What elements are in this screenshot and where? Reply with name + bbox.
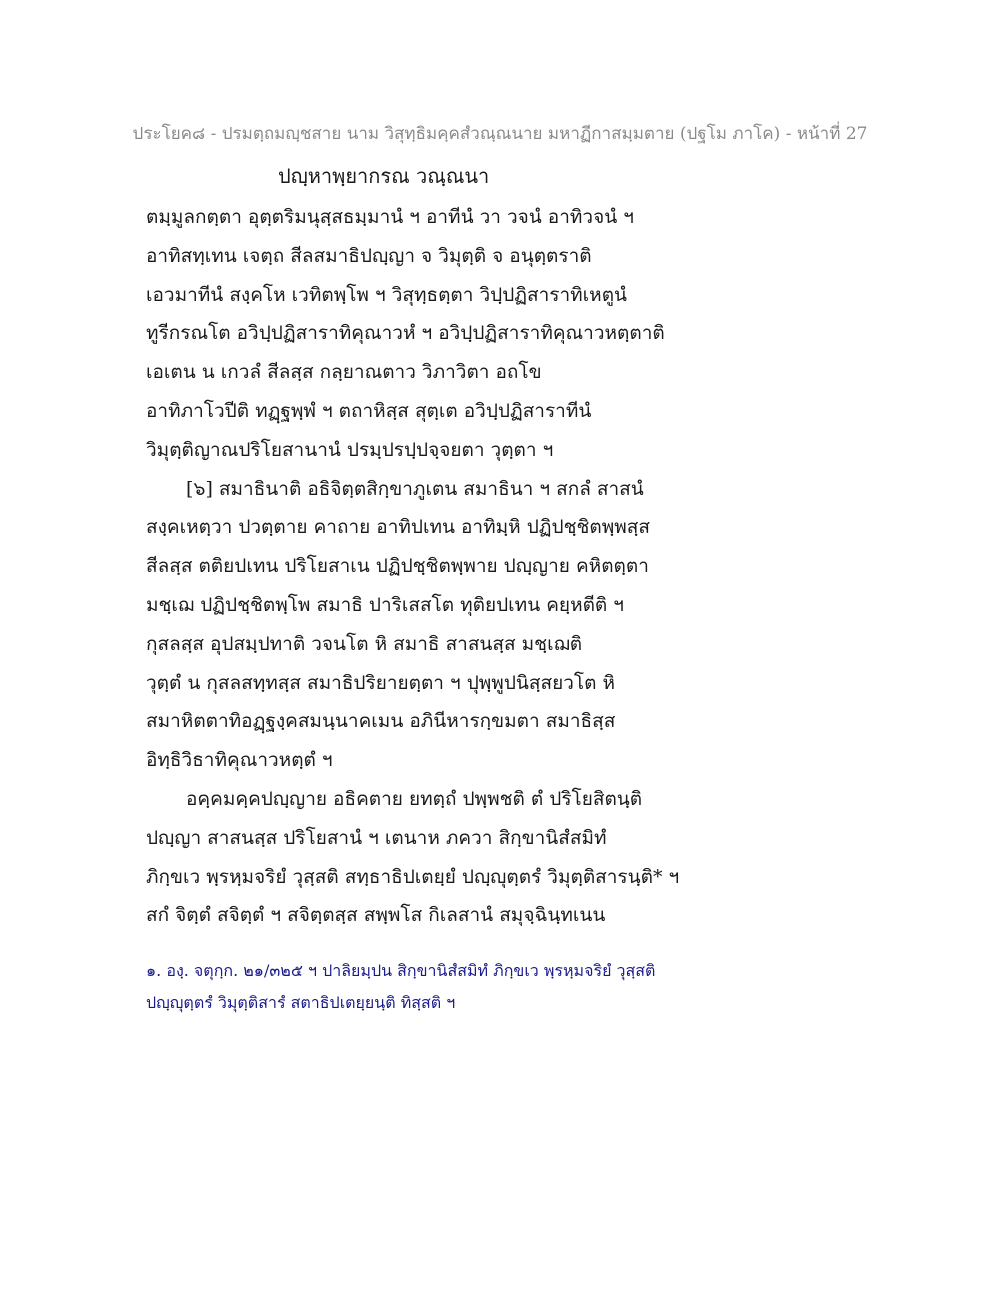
- body-line: สมาหิตตาทิอฏฺฐงฺคสมนฺนาคเมน อภินีหารกฺขมตา สมาธิสฺส: [146, 710, 616, 733]
- body-line: วิมุตฺติญาณปริโยสานานํ ปรมฺปรปฺปจฺจยตา วุตฺตา ฯ: [146, 438, 554, 461]
- body-line: สีลสฺส ตติยปเทน ปริโยสาเน ปฏิปชฺชิตพฺพาย ปญฺญาย คหิตตฺตา: [146, 555, 649, 578]
- body-line: อาทิสทฺเทน เจตฺถ สีลสมาธิปญฺญา จ วิมุตฺติ จ อนุตฺตราติ: [146, 244, 592, 267]
- body-line: เอเตน น เกวลํ สีลสฺส กลฺยาณตาว วิภาวิตา อถโข: [146, 361, 542, 384]
- footnote: [146, 955, 766, 1019]
- paragraph-start-line: อคฺคมคฺคปญฺญาย อธิคตาย ยทตฺถํ ปพฺพชติ ตํ ปริโยสิตนฺติ: [186, 787, 643, 810]
- section-title: ปญฺหาพฺยากรณ วณฺณนา: [278, 164, 490, 188]
- body-line: เอวมาทีนํ สงฺคโห เวทิตพฺโพ ฯ วิสุทฺธตฺตา วิปฺปฏิสาราทิเหตูนํ: [146, 283, 628, 306]
- footnote-line: ๑. องฺ. จตุกฺก. ๒๑/๓๒๕ ฯ ปาลิยมฺปน สิกฺขานิสํสมิทํ ภิกฺขเว พฺรหฺมจริยํ วุสฺสติ: [146, 961, 656, 980]
- body-line: ภิกฺขเว พฺรหฺมจริยํ วุสฺสติ สทฺธาธิปเตยฺยํ ปญฺญุตฺตรํ วิมุตฺติสารนฺติ* ฯ: [146, 865, 680, 888]
- body-line: สกํ จิตฺตํ สจิตฺตํ ฯ สจิตฺตสฺส สพฺพโส กิเลสานํ สมุจฺฉินฺทเนน: [146, 904, 606, 927]
- running-header: ประโยค๘ - ปรมตฺถมญฺชสาย นาม วิสุทฺธิมคฺคสํวณฺณนาย มหาฏีกาสมฺมตาย (ปฐโม ภาโค) - หน้าที่ 27: [132, 124, 868, 144]
- body-line: ทูรีกรณโต อวิปฺปฏิสาราทิคุณาวหํ ฯ อวิปฺปฏิสาราทิคุณาวหตฺตาติ: [146, 322, 665, 345]
- paragraph-start-line: [๖] สมาธินาติ อธิจิตฺตสิกฺขาภูเตน สมาธินา ฯ สกลํ สาสนํ: [186, 477, 644, 500]
- body-text: [146, 198, 706, 935]
- body-line: ตมฺมูลกตฺตา อุตฺตริมนุสฺสธมฺมานํ ฯ อาทีนํ วา วจนํ อาทิวจนํ ฯ: [146, 206, 634, 228]
- body-line: กุสลสฺส อุปสมฺปทาติ วจนโต หิ สมาธิ สาสนสฺส มชฺเฌติ: [146, 632, 583, 655]
- body-line: สงฺคเหตฺวา ปวตฺตาย คาถาย อาทิปเทน อาทิมฺหิ ปฏิปชฺชิตพฺพสฺส: [146, 516, 650, 539]
- body-line: มชฺเฌ ปฏิปชฺชิตพฺโพ สมาธิ ปาริเสสโต ทุติยปเทน คยฺหตีติ ฯ: [146, 593, 624, 616]
- body-line: อาทิภาโวปีติ ทฏฺฐพฺพํ ฯ ตถาหิสฺส สุตฺเต อวิปฺปฏิสาราทีนํ: [146, 399, 592, 422]
- body-line: ปญฺญา สาสนสฺส ปริโยสานํ ฯ เตนาห ภควา สิกฺขานิสํสมิทํ: [146, 826, 607, 849]
- body-line: วุตฺตํ น กุสลสทฺทสฺส สมาธิปริยายตฺตา ฯ ปุพฺพูปนิสฺสยวโต หิ: [146, 671, 615, 694]
- body-line: อิทฺธิวิธาทิคุณาวหตฺตํ ฯ: [146, 749, 333, 772]
- footnote-line: ปญฺญุตฺตรํ วิมุตฺติสารํ สตาธิปเตยฺยนฺติ ทิสฺสติ ฯ: [146, 993, 456, 1012]
